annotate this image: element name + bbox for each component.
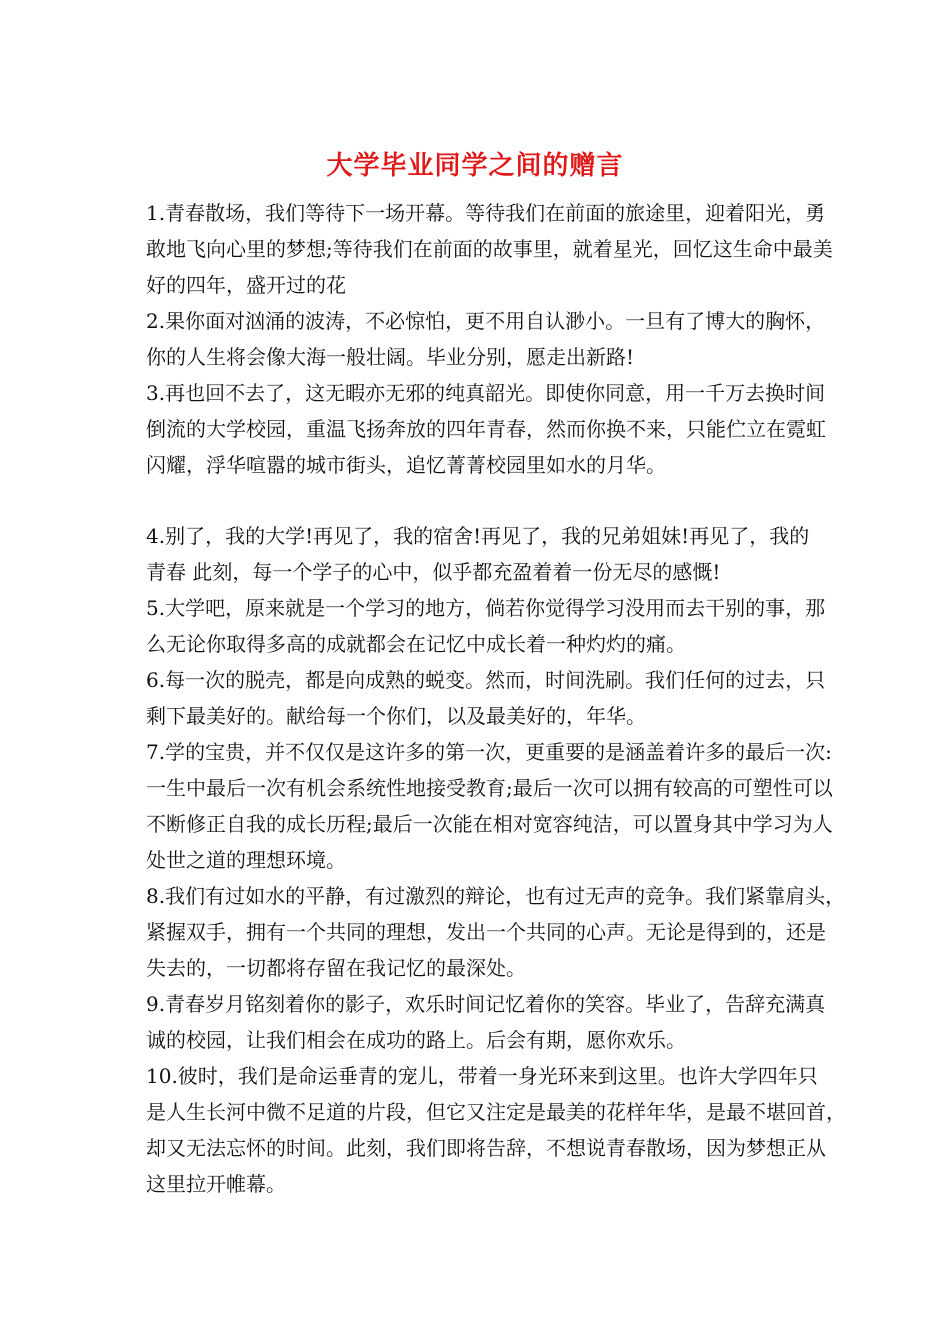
text-line: 2.果你面对汹涌的波涛，不必惊怕，更不用自认渺小。一旦有了博大的胸怀，	[146, 309, 826, 333]
text-line: 闪耀，浮华喧嚣的城市街头，追忆菁菁校园里如水的月华。	[146, 453, 666, 477]
text-line: 一生中最后一次有机会系统性地接受教育;最后一次可以拥有较高的可塑性可以	[146, 776, 833, 800]
text-line: 3.再也回不去了，这无暇亦无邪的纯真韶光。即使你同意，用一千万去换时间	[146, 381, 826, 405]
document-title: 大学毕业同学之间的赠言	[326, 151, 624, 181]
text-line: 你的人生将会像大海一般壮阔。毕业分别，愿走出新路!	[146, 345, 635, 369]
text-line: 么无论你取得多高的成就都会在记忆中成长着一种灼灼的痛。	[146, 632, 686, 656]
text-line: 4.别了，我的大学!再见了，我的宿舍!再见了，我的兄弟姐妹!再见了，我的	[146, 524, 810, 548]
text-line: 10.彼时，我们是命运垂青的宠儿，带着一身光环来到这里。也许大学四年只	[146, 1064, 818, 1088]
text-line: 8.我们有过如水的平静，有过激烈的辩论，也有过无声的竞争。我们紧靠肩头，	[146, 884, 846, 908]
text-line: 诚的校园，让我们相会在成功的路上。后会有期，愿你欢乐。	[146, 1028, 686, 1052]
text-line: 敢地飞向心里的梦想;等待我们在前面的故事里，就着星光，回忆这生命中最美	[146, 237, 833, 261]
text-line: 剩下最美好的。献给每一个你们，以及最美好的，年华。	[146, 704, 646, 728]
text-line: 1.青春散场，我们等待下一场开幕。等待我们在前面的旅途里，迎着阳光，勇	[146, 201, 826, 225]
text-line: 处世之道的理想环境。	[146, 848, 346, 872]
text-line: 却又无法忘怀的时间。此刻，我们即将告辞，不想说青春散场，因为梦想正从	[146, 1136, 826, 1160]
text-line: 失去的，一切都将存留在我记忆的最深处。	[146, 956, 526, 980]
text-line: 9.青春岁月铭刻着你的影子，欢乐时间记忆着你的笑容。毕业了，告辞充满真	[146, 992, 826, 1016]
text-line: 不断修正自我的成长历程;最后一次能在相对宽容纯洁，可以置身其中学习为人	[146, 812, 833, 836]
text-line: 是人生长河中微不足道的片段，但它又注定是最美的花样年华，是最不堪回首，	[146, 1100, 846, 1124]
text-line: 紧握双手，拥有一个共同的理想，发出一个共同的心声。无论是得到的，还是	[146, 920, 826, 944]
text-line: 5.大学吧，原来就是一个学习的地方，倘若你觉得学习没用而去干别的事，那	[146, 596, 826, 620]
text-line: 好的四年，盛开过的花	[146, 273, 346, 297]
text-line: 青春 此刻，每一个学子的心中，似乎都充盈着着一份无尽的感慨!	[146, 560, 721, 584]
text-line: 7.学的宝贵，并不仅仅是这许多的第一次，更重要的是涵盖着许多的最后一次:	[146, 740, 832, 764]
text-line: 这里拉开帷幕。	[146, 1172, 286, 1196]
text-line: 6.每一次的脱壳，都是向成熟的蜕变。然而，时间洗刷。我们任何的过去，只	[146, 668, 826, 692]
text-line: 倒流的大学校园，重温飞扬奔放的四年青春，然而你换不来，只能伫立在霓虹	[146, 417, 826, 441]
